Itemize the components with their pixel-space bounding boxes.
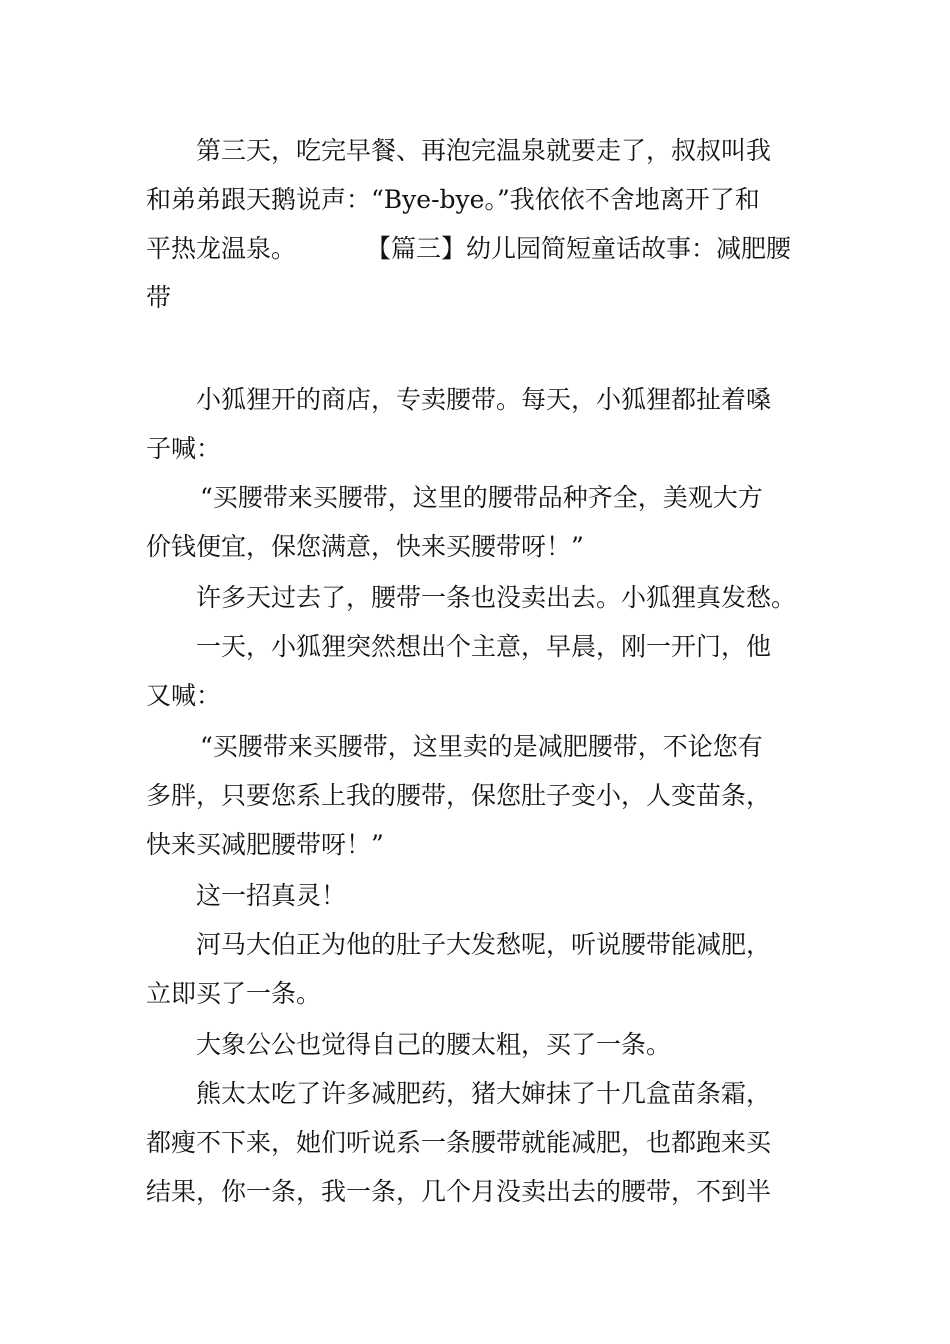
- quote-line: “买腰带来买腰带，这里卖的是减肥腰带，不论您有: [200, 732, 763, 761]
- paragraph-line: 都瘦不下来，她们听说系一条腰带就能减肥，也都跑来买: [146, 1128, 772, 1157]
- section-heading-continued: 带: [146, 283, 172, 312]
- paragraph-line: 和弟弟跟天鹅说声：“Bye-bye。”我依依不舍地离开了和: [146, 185, 760, 214]
- paragraph-line: 一天，小狐狸突然想出个主意，早晨，刚一开门，他: [196, 632, 772, 661]
- paragraph-text: 平热龙温泉。: [146, 234, 297, 263]
- section-heading: 【篇三】幼儿园简短童话故事：减肥腰: [366, 234, 792, 263]
- paragraph-line: 结果，你一条，我一条，几个月没卖出去的腰带，不到半: [146, 1177, 772, 1206]
- paragraph-line: 熊太太吃了许多减肥药，猪大婶抹了十几盒苗条霜，: [196, 1079, 772, 1108]
- paragraph-line: 河马大伯正为他的肚子大发愁呢，听说腰带能减肥，: [196, 930, 772, 959]
- quote-line: 价钱便宜，保您满意，快来买腰带呀！”: [146, 532, 584, 561]
- quote-line: 多胖，只要您系上我的腰带，保您肚子变小，人变苗条，: [146, 781, 772, 810]
- paragraph-line: [146, 229, 806, 269]
- paragraph-line: 第三天，吃完早餐、再泡完温泉就要走了，叔叔叫我: [196, 136, 772, 165]
- paragraph-line: 这一招真灵！: [196, 881, 347, 910]
- paragraph-line: 立即买了一条。: [146, 979, 322, 1008]
- paragraph-line: 又喊：: [146, 681, 222, 710]
- paragraph-line: 许多天过去了，腰带一条也没卖出去。小狐狸真发愁。: [196, 583, 797, 612]
- paragraph-line: 小狐狸开的商店，专卖腰带。每天，小狐狸都扯着嗓: [196, 385, 772, 414]
- quote-line: 快来买减肥腰带呀！”: [146, 830, 384, 859]
- paragraph-line: 子喊：: [146, 434, 222, 463]
- paragraph-line: 大象公公也觉得自己的腰太粗，买了一条。: [196, 1030, 672, 1059]
- quote-line: “买腰带来买腰带，这里的腰带品种齐全，美观大方: [200, 483, 763, 512]
